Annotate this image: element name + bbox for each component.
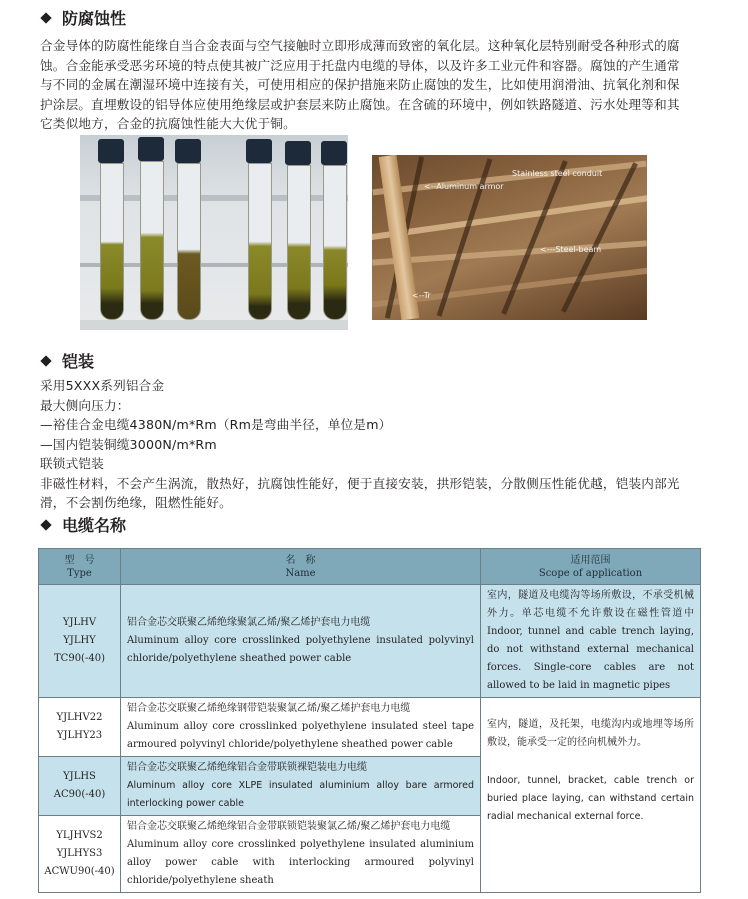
table-header-row [39, 549, 701, 585]
cable-tray-photo: Stainless steel conduit <--Aluminum armor <---Steel-beam <--Tr [372, 155, 647, 320]
section-title-corrosion: 防腐蚀性 [40, 6, 126, 29]
name-cell: 铝合金芯交联聚乙烯绝缘铝合金带联锁裸铠装电力电缆 Aluminum alloy core XLPE insulated aluminium alloy bare armored interlocking power cable [121, 757, 481, 816]
column-header-scope: 适用范围 Scope of application [481, 549, 701, 585]
test-tubes-photo [80, 135, 348, 330]
type-cell: YJLHS AC90(-40) [39, 757, 121, 816]
column-header-type: 型 号 Type [39, 549, 121, 585]
name-cell: 铝合金芯交联聚乙烯绝缘聚氯乙烯/聚乙烯护套电力电缆 Aluminum alloy core crosslinked polyethylene insulated polyvinyl chloride/polyethylene sheathed power cable [121, 585, 481, 698]
corrosion-paragraph: 合金导体的防腐性能缘自当合金表面与空气接触时立即形成薄而致密的氧化层。这种氧化层特别耐受各种形式的腐 蚀。合金能承受恶劣环境的特点使其被广泛应用于托盘内电缆的导体，以及许多工业元件和容器。腐蚀的产生通常 与不同的金属在潮湿环境中连接有关，可使用相应的保护措施来防止腐蚀的发生，比如使用润滑油、抗氧化剂和保 护涂层。直埋敷设的铝导体应使用绝缘层或护套层来防止腐蚀。在含硫的环境中，例如铁路隧道、污水处理等和其 它类似地方，合金的抗腐蚀性能大大优于铜。 [40, 38, 680, 131]
type-cell: YLJHVS2 YJLHYS3 ACWU90(-40) [39, 816, 121, 893]
diamond-bullet-icon [40, 519, 51, 530]
name-cell: 铝合金芯交联聚乙烯绝缘钢带铠装聚氯乙烯/聚乙烯护套电力电缆 Aluminum alloy core crosslinked polyethylene insulated steel tape armoured polyvinyl chloride/polyethylene sheathed power cable [121, 698, 481, 757]
armor-paragraph: 采用5XXX系列铝合金 最大侧向压力： —裕佳合金电缆4380N/m*Rm（Rm是弯曲半径，单位是m） —国内铠装铜缆3000N/m*Rm 联锁式铠装 非磁性材料，不会产生涡流，散热好，抗腐蚀性能好，便于直接安装，拱形铠装，分散侧压性能优越，铠装内部光 滑，不会割伤绝缘，阻燃性能好。 [40, 378, 680, 510]
section-title-armor: 铠装 [40, 349, 94, 372]
diamond-bullet-icon [40, 355, 51, 366]
cable-names-table [38, 548, 701, 893]
table-row [39, 585, 701, 698]
type-cell: YJLHV22 YJLHY23 [39, 698, 121, 757]
type-cell: YJLHV YJLHY TC90(-40) [39, 585, 121, 698]
name-cell: 铝合金芯交联聚乙烯绝缘铝合金带联锁铠装聚氯乙烯/聚乙烯护套电力电缆 Aluminum alloy core crosslinked polyethylene insulated aluminium alloy power cable with interlocking armoured polyvinyl chloride/polyethylene sheath [121, 816, 481, 893]
table-row [39, 698, 701, 757]
scope-cell: 室内，隧道及电缆沟等场所敷设，不承受机械外力。单芯电缆不允许敷设在磁性管道中 Indoor, tunnel and cable trench laying, do not withstand external mechanical forces. Single-core cables are not allowed to be laid in magnetic pipes [481, 585, 701, 698]
scope-cell: 室内，隧道，及托架，电缆沟内或地埋等场所敷设，能承受一定的径向机械外力。 Indoor, tunnel, bracket, cable trench or buried place laying, can withstand certain radial mechanical external force. [481, 698, 701, 893]
column-header-name: 名 称 Name [121, 549, 481, 585]
diamond-bullet-icon [40, 12, 51, 23]
section-title-cable-names: 电缆名称 [40, 513, 126, 536]
